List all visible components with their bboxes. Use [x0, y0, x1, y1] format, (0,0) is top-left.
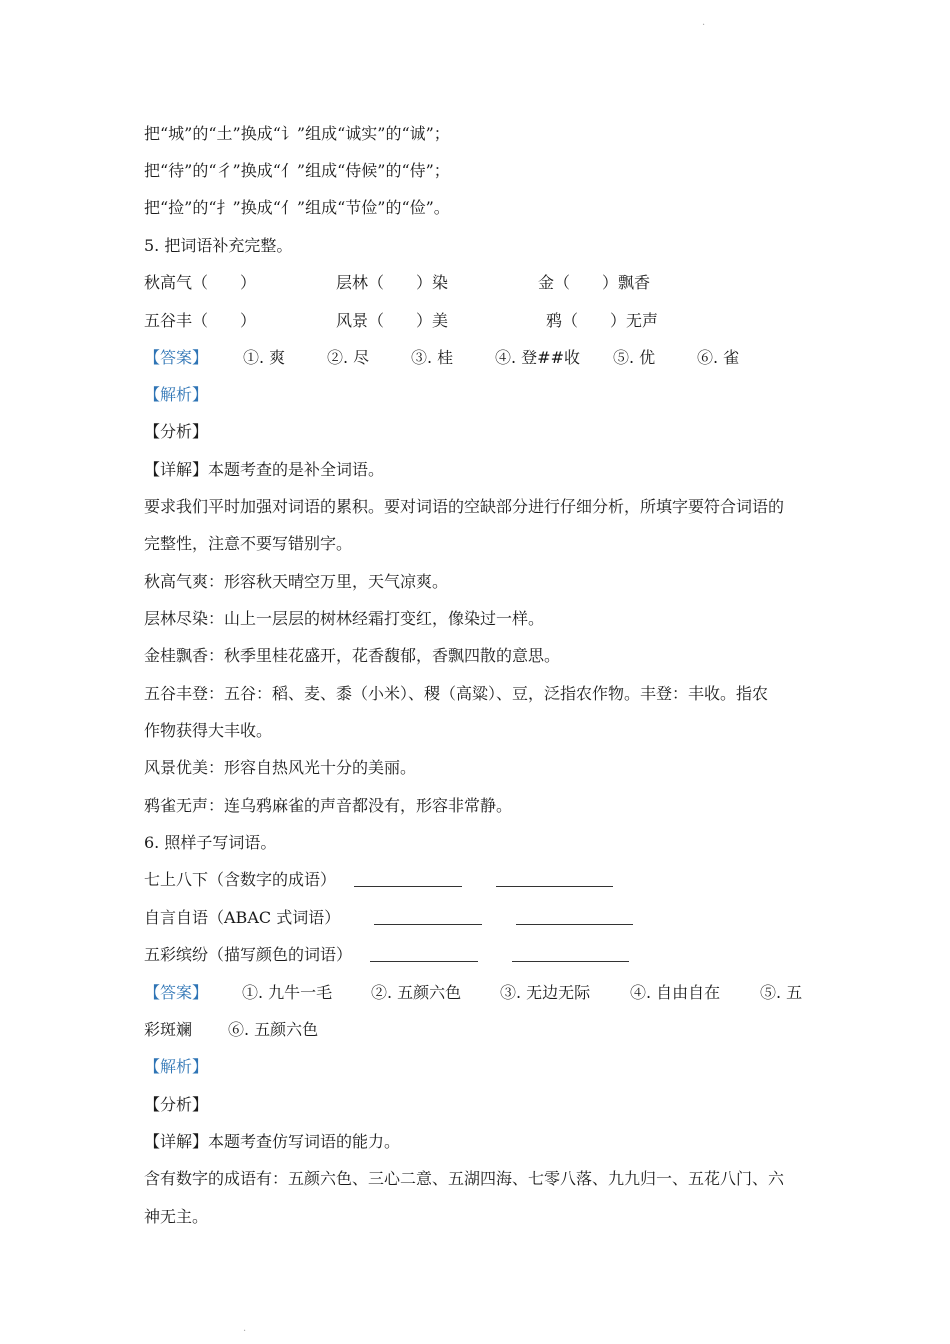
- q6-row-3-blank-1[interactable]: [370, 947, 478, 962]
- intro-line-1: 把“城”的“土”换成“讠”组成“诚实”的“诚”；: [144, 124, 450, 143]
- q5-answer-5: ⑤. 优: [613, 348, 656, 367]
- q5-item-3: 金（ ）飘香: [538, 273, 651, 292]
- intro-line-3: 把“捡”的“扌”换成“亻”组成“节俭”的“俭”。: [144, 198, 450, 217]
- corner-mark: ·: [702, 20, 706, 31]
- footer-mark: ·: [243, 1326, 247, 1337]
- q5-explain-2: 层林尽染：山上一层层的树林经霜打变红，像染过一样。: [144, 609, 545, 628]
- q5-answer-4: ④. 登##收: [495, 348, 580, 367]
- q6-answer-4: ④. 自由自在: [630, 983, 721, 1002]
- q6-row-2-prompt: 自言自语（ABAC 式词语）: [144, 908, 341, 927]
- q6-detail: 【详解】本题考查仿写词语的能力。: [144, 1132, 401, 1151]
- q6-row-3-prompt: 五彩缤纷（描写颜色的词语）: [144, 945, 353, 964]
- q5-item-4: 五谷丰（ ）: [144, 311, 257, 330]
- q5-item-2: 层林（ ）染: [336, 273, 449, 292]
- intro-line-2: 把“待”的“彳”换成“亻”组成“侍候”的“侍”；: [144, 161, 450, 180]
- q6-title: 6. 照样子写词语。: [144, 833, 277, 852]
- q6-last-line-1: 含有数字的成语有：五颜六色、三心二意、五湖四海、七零八落、九九归一、五花八门、六: [144, 1169, 785, 1188]
- q6-row-3-blank-2[interactable]: [512, 947, 629, 962]
- q6-answer-3: ③. 无边无际: [500, 983, 591, 1002]
- q6-answer-5: ⑤. 五: [760, 983, 803, 1002]
- q5-paragraph-line-2: 完整性，注意不要写错别字。: [144, 534, 353, 553]
- q5-detail: 【详解】本题考查的是补全词语。: [144, 460, 385, 479]
- q5-fenxi-tag: 【分析】: [144, 422, 209, 441]
- q6-answer-6: ⑥. 五颜六色: [228, 1020, 319, 1039]
- q6-fenxi-tag: 【分析】: [144, 1095, 209, 1114]
- q5-explain-1: 秋高气爽：形容秋天晴空万里，天气凉爽。: [144, 572, 449, 591]
- q6-row-1-blank-1[interactable]: [354, 872, 462, 887]
- q6-answer-tag: 【答案】: [144, 983, 209, 1002]
- q5-explain-3: 金桂飘香：秋季里桂花盛开，花香馥郁，香飘四散的意思。: [144, 646, 561, 665]
- q6-row-1-blank-2[interactable]: [496, 872, 613, 887]
- q5-item-6: 鸦（ ）无声: [546, 311, 659, 330]
- q6-last-line-2: 神无主。: [144, 1207, 209, 1226]
- q5-explain-4: 五谷丰登：五谷：稻、麦、黍（小米）、稷（高粱）、豆，泛指农作物。丰登：丰收。指农: [144, 684, 769, 703]
- q5-answer-3: ③. 桂: [411, 348, 454, 367]
- q6-answer-5-cont: 彩斑斓: [144, 1020, 193, 1039]
- q5-item-1: 秋高气（ ）: [144, 273, 257, 292]
- q5-explain-5: 作物获得大丰收。: [144, 721, 273, 740]
- q5-answer-1: ①. 爽: [243, 348, 286, 367]
- q5-answer-tag: 【答案】: [144, 348, 209, 367]
- q6-answer-2: ②. 五颜六色: [371, 983, 462, 1002]
- q5-paragraph-line-1: 要求我们平时加强对词语的累积。要对词语的空缺部分进行仔细分析，所填字要符合词语的: [144, 497, 785, 516]
- q5-jiexi-tag: 【解析】: [144, 385, 209, 404]
- q6-row-1-prompt: 七上八下（含数字的成语）: [144, 870, 337, 889]
- q6-row-2-blank-2[interactable]: [516, 910, 633, 925]
- q5-item-5: 风景（ ）美: [336, 311, 449, 330]
- q6-answer-1: ①. 九牛一毛: [242, 983, 333, 1002]
- q5-explain-7: 鸦雀无声：连乌鸦麻雀的声音都没有，形容非常静。: [144, 796, 513, 815]
- q5-answer-2: ②. 尽: [327, 348, 370, 367]
- q5-explain-6: 风景优美：形容自热风光十分的美丽。: [144, 758, 417, 777]
- q6-row-2-blank-1[interactable]: [374, 910, 482, 925]
- q5-answer-6: ⑥. 雀: [697, 348, 740, 367]
- q6-jiexi-tag: 【解析】: [144, 1057, 209, 1076]
- q5-title: 5. 把词语补充完整。: [144, 236, 293, 255]
